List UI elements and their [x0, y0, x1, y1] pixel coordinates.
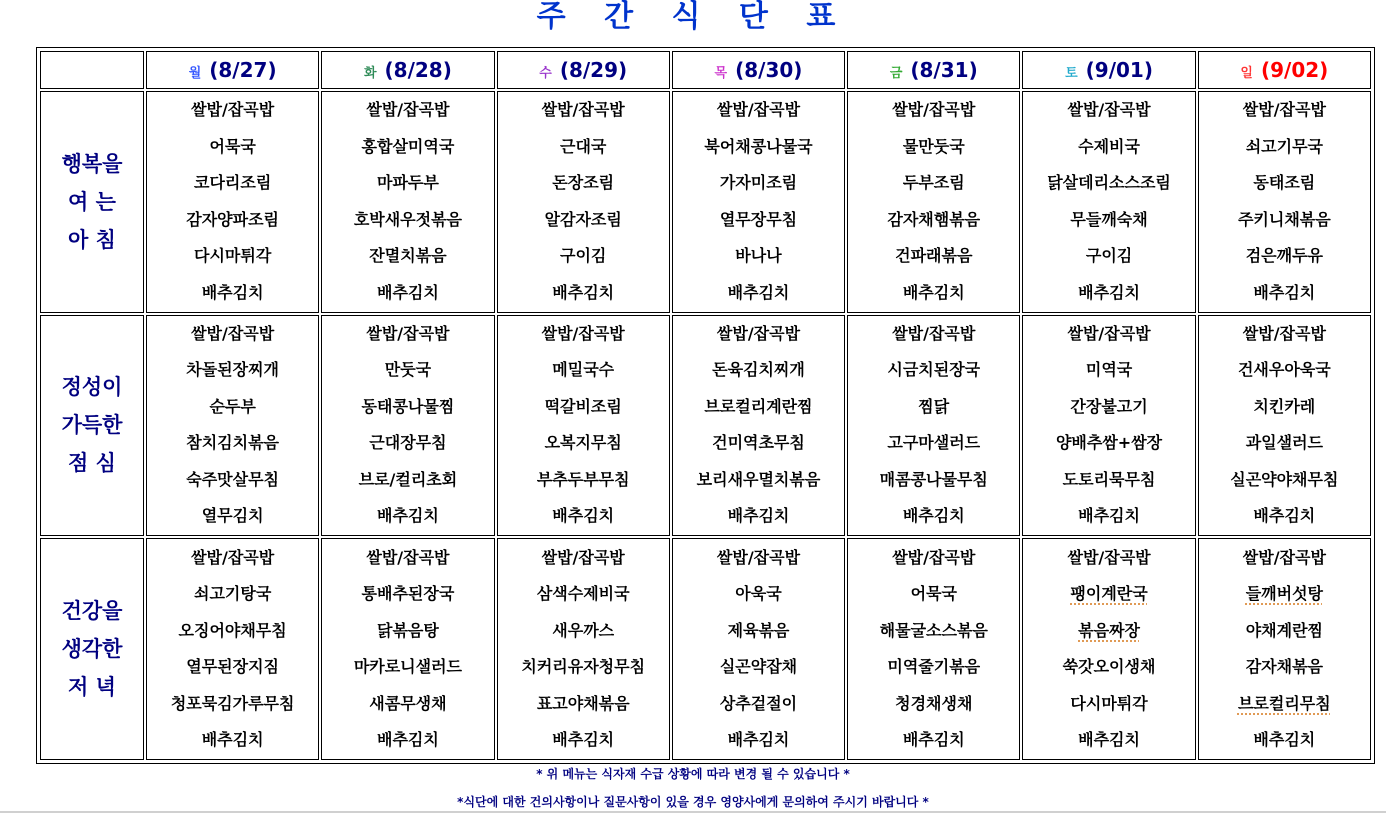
menu-cell: [146, 91, 319, 313]
menu-item: 매콤콩나물무침: [879, 469, 988, 489]
menu-item: 구이김: [560, 246, 607, 266]
menu-cell: [497, 538, 670, 760]
menu-item: 동태조림: [1253, 173, 1316, 193]
notice-contact-dietitian: *식단에 대한 건의사항이나 질문사항이 있을 경우 영양사에게 문의하여 주시기 바랍니다 *: [457, 795, 929, 809]
menu-item: 어묵국: [910, 584, 957, 604]
menu-cell: [672, 315, 845, 537]
menu-item: 배추김치: [552, 506, 615, 526]
menu-item: 떡갈비조림: [544, 396, 622, 416]
menu-item: 검은깨두유: [1245, 246, 1323, 266]
menu-item: 치킨카레: [1253, 396, 1316, 416]
menu-cell: [1022, 315, 1195, 537]
menu-item: 배추김치: [377, 730, 439, 750]
menu-item: 돈장조림: [552, 173, 615, 193]
menu-item: 쌀밥/잡곡밥: [366, 323, 450, 343]
menu-item: 팽이계란국: [1070, 584, 1148, 604]
menu-item: 청경채생채: [895, 693, 973, 713]
meal-label: [40, 91, 144, 313]
menu-item: 쌀밥/잡곡밥: [191, 100, 275, 120]
menu-cell: [146, 315, 319, 537]
menu-item: 배추김치: [727, 506, 790, 526]
menu-item: 코다리조림: [194, 173, 272, 193]
menu-item: 수제비국: [1078, 136, 1140, 156]
menu-item: 브로컬리계란찜: [704, 396, 813, 416]
menu-cell: [1022, 538, 1195, 760]
day-header-2: [497, 51, 670, 89]
menu-item: 두부조림: [902, 173, 965, 193]
menu-item: 배추김치: [902, 282, 965, 302]
menu-item: 마카로니샐러드: [353, 657, 463, 677]
menu-item: 배추김치: [727, 282, 790, 302]
menu-item: 열무김치: [201, 506, 264, 526]
menu-item: 돈육김치찌개: [712, 360, 805, 380]
day-thu-icon: 목: [714, 66, 728, 81]
menu-item: 쑥갓오이생채: [1062, 657, 1156, 677]
menu-item: 배추김치: [902, 730, 965, 750]
menu-item: 바나나: [735, 246, 782, 266]
day-header-1: [321, 51, 494, 89]
day-wed-icon: 수: [539, 66, 552, 81]
day-header-row: [40, 51, 1371, 89]
menu-item: 상추겉절이: [719, 693, 798, 713]
menu-cell: [847, 538, 1020, 760]
menu-item: 통배추된장국: [361, 584, 455, 604]
day-header-5: [1022, 51, 1195, 89]
day-sat-icon: 토: [1065, 66, 1078, 81]
menu-item: 잔멸치볶음: [369, 246, 447, 266]
day-header-4: [847, 51, 1020, 89]
notice-supply-change: * 위 메뉴는 식자재 수급 상황에 따라 변경 될 수 있습니다 *: [536, 767, 850, 781]
menu-item: 간장불고기: [1070, 396, 1148, 416]
menu-item: 쌀밥/잡곡밥: [1067, 100, 1151, 120]
menu-cell: [497, 315, 670, 537]
day-date: (8/30): [735, 58, 803, 82]
menu-item: 볶음짜장: [1078, 620, 1140, 640]
menu-item: 제육볶음: [727, 620, 790, 640]
menu-item: 마파두부: [377, 173, 439, 193]
menu-item: 브로/컬리초회: [358, 469, 458, 489]
menu-item: 쌀밥/잡곡밥: [716, 323, 801, 343]
menu-item: 과일샐러드: [1245, 433, 1323, 453]
menu-item: 쇠고기탕국: [194, 584, 272, 604]
menu-item: 부추두부무침: [536, 469, 630, 489]
menu-item: 쌀밥/잡곡밥: [716, 547, 801, 567]
menu-item: 들깨버섯탕: [1245, 584, 1323, 604]
menu-item: 쌀밥/잡곡밥: [191, 547, 275, 567]
menu-item: 쌀밥/잡곡밥: [892, 100, 976, 120]
menu-item: 배추김치: [201, 282, 264, 302]
menu-item: 건미역초무침: [712, 433, 805, 453]
menu-item: 무들깨숙채: [1070, 209, 1148, 229]
menu-item: 오복지무침: [544, 433, 622, 453]
menu-item: 닭볶음탕: [377, 620, 439, 640]
menu-item: 만둣국: [384, 360, 432, 380]
menu-item: 동태콩나물찜: [361, 396, 455, 416]
menu-item: 숙주맛살무침: [186, 469, 280, 489]
menu-item: 북어채콩나물국: [704, 136, 813, 156]
corner-cell: [40, 51, 144, 89]
menu-item: 도토리묵무침: [1062, 469, 1156, 489]
menu-item: 다시마튀각: [194, 246, 272, 266]
meal-label-line: 행복을: [61, 151, 123, 176]
menu-item: 새콤무생채: [369, 693, 447, 713]
menu-item: 배추김치: [552, 282, 615, 302]
menu-item: 배추김치: [1253, 282, 1316, 302]
menu-item: 근대국: [560, 136, 607, 156]
menu-item: 열무장무침: [719, 209, 798, 229]
day-header-0: [146, 51, 319, 89]
menu-item: 알감자조림: [544, 209, 622, 229]
meal-label: [40, 538, 144, 760]
menu-item: 감자양파조림: [186, 209, 280, 229]
menu-item: 배추김치: [727, 730, 790, 750]
menu-item: 쌀밥/잡곡밥: [541, 100, 625, 120]
menu-item: 메밀국수: [552, 360, 615, 380]
menu-item: 미역국: [1085, 360, 1133, 380]
menu-item: 쇠고기무국: [1245, 136, 1323, 156]
menu-item: 열무된장지짐: [186, 657, 280, 677]
menu-cell: [321, 315, 494, 537]
menu-item: 참치김치볶음: [186, 433, 280, 453]
menu-table-frame: [36, 47, 1375, 764]
menu-item: 쌀밥/잡곡밥: [541, 323, 625, 343]
day-sun-icon: 일: [1240, 66, 1253, 81]
menu-item: 쌀밥/잡곡밥: [716, 100, 801, 120]
menu-item: 치커리유자청무침: [521, 657, 646, 677]
menu-cell: [1198, 315, 1371, 537]
menu-cell: [321, 538, 494, 760]
day-header-3: [672, 51, 845, 89]
meal-label-line: 정성이: [61, 375, 123, 400]
menu-item: 가자미조림: [719, 173, 798, 193]
day-date: (8/27): [209, 58, 277, 82]
page-title: 주 간 식 단 표: [536, 0, 850, 34]
day-fri-icon: 금: [889, 66, 903, 81]
day-mon-icon: 월: [188, 66, 202, 81]
menu-item: 배추김치: [1078, 730, 1140, 750]
menu-cell: [672, 538, 845, 760]
meal-label-line: 저 녁: [68, 675, 116, 700]
menu-item: 건새우아욱국: [1237, 360, 1331, 380]
menu-item: 어묵국: [209, 136, 256, 156]
meal-label-line: 여 는: [68, 189, 116, 214]
menu-item: 호박새우젓볶음: [353, 209, 463, 229]
menu-item: 배추김치: [1078, 282, 1140, 302]
day-date: (9/02): [1260, 58, 1329, 82]
meal-label-line: 아 침: [68, 227, 116, 252]
menu-item: 쌀밥/잡곡밥: [191, 323, 275, 343]
day-date: (9/01): [1085, 58, 1153, 82]
menu-item: 쌀밥/잡곡밥: [1067, 547, 1151, 567]
menu-cell: [1022, 91, 1195, 313]
menu-item: 홍합살미역국: [361, 136, 455, 156]
menu-item: 야채계란찜: [1245, 620, 1323, 640]
menu-item: 쌀밥/잡곡밥: [366, 547, 450, 567]
menu-cell: [1198, 538, 1371, 760]
menu-item: 아욱국: [735, 584, 782, 604]
menu-item: 쌀밥/잡곡밥: [1067, 323, 1151, 343]
menu-item: 배추김치: [902, 506, 965, 526]
menu-cell: [847, 315, 1020, 537]
menu-item: 양배추쌈+쌈장: [1055, 433, 1163, 453]
menu-item: 닭살데리소스조림: [1047, 173, 1171, 193]
meal-row-2: [40, 538, 1371, 760]
menu-item: 표고야채볶음: [536, 693, 630, 713]
menu-item: 브로컬리무침: [1237, 693, 1331, 713]
menu-item: 시금치된장국: [887, 360, 981, 380]
menu-cell: [321, 91, 494, 313]
menu-item: 쌀밥/잡곡밥: [366, 100, 450, 120]
meal-label: [40, 315, 144, 537]
meal-label-line: 생각한: [61, 637, 123, 662]
menu-item: 쌀밥/잡곡밥: [1242, 100, 1326, 120]
menu-item: 다시마튀각: [1070, 693, 1148, 713]
menu-item: 근대장무침: [369, 433, 447, 453]
meal-row-0: [40, 91, 1371, 313]
menu-item: 미역줄기볶음: [887, 657, 981, 677]
menu-item: 배추김치: [552, 730, 615, 750]
weekly-menu-table: [38, 49, 1373, 762]
menu-cell: [672, 91, 845, 313]
menu-item: 주키니채볶음: [1237, 209, 1331, 229]
menu-item: 고구마샐러드: [887, 433, 981, 453]
menu-item: 청포묵김가루무침: [170, 693, 295, 713]
menu-cell: [497, 91, 670, 313]
menu-cell: [1198, 91, 1371, 313]
menu-item: 건파래볶음: [895, 246, 973, 266]
menu-item: 배추김치: [1253, 506, 1316, 526]
menu-item: 차돌된장찌개: [186, 360, 280, 380]
day-header-6: [1198, 51, 1371, 89]
menu-item: 물만둣국: [902, 136, 965, 156]
meal-row-1: [40, 315, 1371, 537]
menu-item: 쌀밥/잡곡밥: [892, 547, 976, 567]
meal-label-line: 점 심: [68, 451, 116, 476]
menu-item: 해물굴소스볶음: [879, 620, 988, 640]
day-tue-icon: 화: [363, 66, 377, 81]
menu-item: 새우까스: [552, 620, 615, 640]
menu-item: 찜닭: [918, 396, 950, 416]
meal-label-line: 건강을: [61, 599, 123, 624]
menu-item: 쌀밥/잡곡밥: [892, 323, 976, 343]
menu-item: 쌀밥/잡곡밥: [1242, 323, 1326, 343]
menu-cell: [146, 538, 319, 760]
menu-item: 보리새우멸치볶음: [696, 469, 821, 489]
menu-cell: [847, 91, 1020, 313]
menu-item: 쌀밥/잡곡밥: [541, 547, 625, 567]
menu-item: 구이김: [1085, 246, 1133, 266]
menu-item: 배추김치: [377, 506, 439, 526]
menu-item: 실곤약야채무침: [1230, 469, 1339, 489]
menu-item: 배추김치: [201, 730, 264, 750]
menu-item: 배추김치: [377, 282, 439, 302]
day-date: (8/31): [910, 58, 978, 82]
menu-item: 순두부: [209, 396, 256, 416]
menu-item: 쌀밥/잡곡밥: [1242, 547, 1326, 567]
meal-label-line: 가득한: [61, 413, 123, 438]
day-date: (8/28): [384, 58, 452, 82]
menu-item: 실곤약잡채: [719, 657, 798, 677]
menu-item: 감자채볶음: [1245, 657, 1323, 677]
menu-item: 오징어야채무침: [178, 620, 287, 640]
menu-item: 삼색수제비국: [536, 584, 630, 604]
menu-item: 감자채햄볶음: [887, 209, 981, 229]
day-date: (8/29): [559, 58, 628, 82]
menu-item: 배추김치: [1253, 730, 1316, 750]
menu-item: 배추김치: [1078, 506, 1140, 526]
